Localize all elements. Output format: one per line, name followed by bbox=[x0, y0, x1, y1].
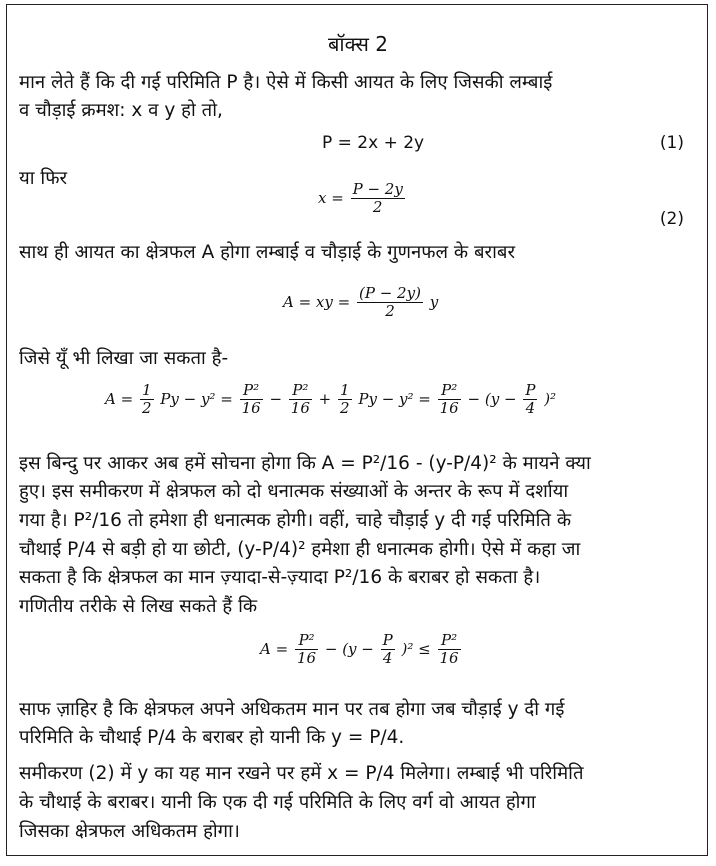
eq4-minus-2: − bbox=[467, 389, 481, 408]
eq4-p4-num: P bbox=[525, 381, 536, 399]
equation-4 bbox=[105, 382, 556, 418]
text-line: गणितीय तरीके से लिख सकते हैं कि bbox=[19, 596, 258, 617]
eq5-frac-a bbox=[295, 632, 318, 668]
eq4-frac-b-num: P² bbox=[289, 382, 312, 400]
eq5-p4-den: 4 bbox=[382, 649, 393, 668]
text-line: के चौथाई के बराबर। यानी कि एक दी गई परिमिति के लिए वर्ग वो आयत होगा bbox=[19, 792, 536, 813]
eq4-frac-b-den: 16 bbox=[290, 399, 310, 418]
text-line: चौथाई P/4 से बड़ी हो या छोटी, (y-P/4)² हमेशा ही धनात्मक होगी। ऐसे में कहा जा bbox=[19, 539, 581, 560]
equation-number: (2) bbox=[659, 209, 684, 229]
eq2-lhs: x = bbox=[318, 188, 344, 207]
eq4-frac-a-num: P² bbox=[240, 382, 263, 400]
eq4-frac-a bbox=[240, 382, 263, 418]
text-line: इस बिन्दु पर आकर अब हमें सोचना होगा कि A = P²/16 - (y-P/4)² के मायने क्या bbox=[19, 453, 591, 474]
eq5-frac-b-den: 16 bbox=[439, 649, 459, 668]
text-line: परिमिति के चौथाई P/4 के बराबर हो यानी कि y = P/4. bbox=[19, 727, 405, 748]
eq4-frac-p4 bbox=[523, 382, 537, 418]
eq3-denominator: 2 bbox=[385, 302, 395, 321]
eq2-fraction bbox=[351, 181, 405, 217]
eq2-numerator: P − 2y bbox=[352, 180, 403, 198]
eq5-frac-a-num: P² bbox=[295, 632, 318, 650]
eq3-numerator: (P − 2y) bbox=[359, 284, 421, 302]
equation-3 bbox=[283, 285, 438, 321]
eq4-frac-c bbox=[438, 382, 461, 418]
eq5-frac-b bbox=[438, 632, 461, 668]
eq4-frac-c-num: P² bbox=[438, 382, 461, 400]
box-title: बॉक्स 2 bbox=[328, 32, 388, 56]
eq5-frac-p4 bbox=[381, 632, 395, 668]
eq4-half2-num: 1 bbox=[340, 381, 350, 399]
eq5-frac-b-num: P² bbox=[438, 632, 461, 650]
text-line: जिसे यूँ भी लिखा जा सकता है- bbox=[19, 348, 229, 369]
eq5-lhs: A = bbox=[260, 639, 289, 658]
text-line: या फिर bbox=[19, 168, 68, 189]
eq4-paren: (y − bbox=[484, 389, 517, 408]
eq4-half-den: 2 bbox=[141, 399, 152, 418]
eq4-frac-c-den: 16 bbox=[439, 399, 459, 418]
text-line: मान लेते हैं कि दी गई परिमिति P है। ऐसे में किसी आयत के लिए जिसकी लम्बाई bbox=[19, 72, 553, 93]
eq4-term-2: Py − y² = bbox=[358, 389, 431, 408]
eq4-close: )² bbox=[544, 389, 557, 408]
eq4-frac-b bbox=[289, 382, 312, 418]
eq4-half2-den: 2 bbox=[340, 399, 350, 418]
text-line: गया है। P²/16 तो हमेशा ही धनात्मक होगी। वहीं, चाहे चौड़ाई y दी गई परिमिति के bbox=[19, 510, 572, 531]
eq2-denominator: 2 bbox=[372, 198, 383, 217]
text-line: समीकरण (2) में y का यह मान रखने पर हमें x = P/4 मिलेगा। लम्बाई भी परिमिति bbox=[19, 763, 584, 784]
eq3-tail: y bbox=[429, 292, 439, 311]
text-line: साफ ज़ाहिर है कि क्षेत्रफल अपने अधिकतम मान पर तब होगा जब चौड़ाई y दी गई bbox=[19, 699, 565, 720]
eq5-minus: − bbox=[324, 639, 338, 658]
text-line: हुए। इस समीकरण में क्षेत्रफल को दो धनात्मक संख्याओं के अन्तर के रूप में दर्शाया bbox=[19, 481, 569, 502]
eq4-half-num: 1 bbox=[141, 381, 152, 399]
eq4-lhs: A = bbox=[105, 389, 134, 408]
eq4-minus: − bbox=[269, 389, 283, 408]
eq3-fraction bbox=[357, 285, 423, 321]
eq4-term: Py − y² = bbox=[160, 389, 233, 408]
text-line: सकता है कि क्षेत्रफल का मान ज़्यादा-से-ज़्यादा P²/16 के बराबर हो सकता है। bbox=[19, 567, 541, 588]
eq3-lhs: A = xy = bbox=[283, 292, 351, 311]
eq5-close: )² ≤ bbox=[401, 639, 431, 658]
eq4-p4-den: 4 bbox=[525, 399, 536, 418]
eq4-half bbox=[140, 382, 154, 418]
eq4-half-2 bbox=[338, 382, 352, 418]
text-line: जिसका क्षेत्रफल अधिकतम होगा। bbox=[19, 821, 240, 842]
text-line: व चौड़ाई क्रमश: x व y हो तो, bbox=[19, 100, 223, 121]
equation-5 bbox=[260, 632, 463, 668]
equation-2 bbox=[318, 181, 407, 217]
eq4-plus: + bbox=[318, 389, 332, 408]
eq5-frac-a-den: 16 bbox=[296, 649, 317, 668]
equation-number: (1) bbox=[659, 133, 684, 153]
eq4-frac-a-den: 16 bbox=[241, 399, 261, 418]
equation-1: P = 2x + 2y bbox=[322, 133, 425, 153]
text-line: साथ ही आयत का क्षेत्रफल A होगा लम्बाई व चौड़ाई के गुणनफल के बराबर bbox=[19, 242, 516, 263]
eq5-p4-num: P bbox=[382, 631, 393, 649]
eq5-paren: (y − bbox=[342, 639, 374, 658]
